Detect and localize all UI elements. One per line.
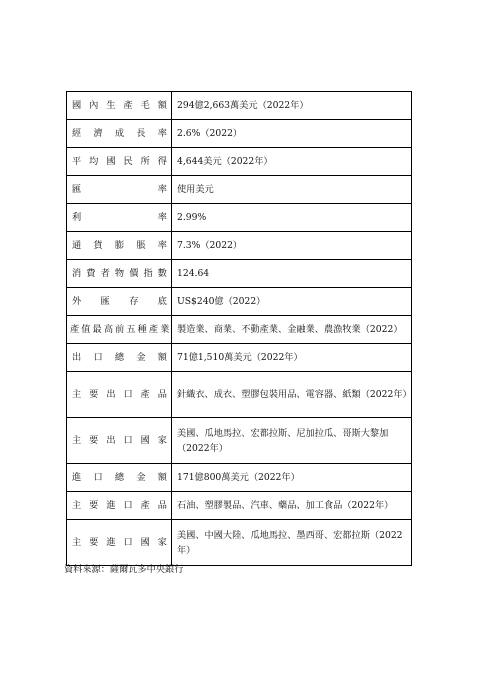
row-label-main-export-countries: 主要出口國家	[67, 418, 172, 464]
row-label-gdp: 國內生產毛額	[67, 92, 172, 120]
row-label-main-export-products: 主要出口產品	[67, 372, 172, 418]
row-value-cpi: 124.64	[172, 260, 412, 288]
row-value-main-export-products: 針織衣、成衣、塑膠包裝用品、電容器、紙類（2022年）	[172, 372, 412, 418]
row-value-per-capita-income: 4,644美元（2022年）	[172, 148, 412, 176]
table-row	[67, 204, 412, 232]
row-value-total-exports: 71億1,510萬美元（2022年）	[172, 344, 412, 372]
row-value-total-imports: 171億800萬美元（2022年）	[172, 464, 412, 492]
row-value-exchange-rate: 使用美元	[172, 176, 412, 204]
row-label-forex-reserves: 外匯存底	[67, 288, 172, 316]
row-label-total-exports: 出口總金額	[67, 344, 172, 372]
row-label-interest-rate: 利率	[67, 204, 172, 232]
table-row	[67, 148, 412, 176]
row-value-forex-reserves: US$240億（2022）	[172, 288, 412, 316]
row-value-main-import-countries: 美國、中國大陸、瓜地馬拉、墨西哥、宏都拉斯（2022年）	[172, 520, 412, 566]
table-row	[67, 232, 412, 260]
table-row	[67, 120, 412, 148]
table-row	[67, 344, 412, 372]
row-label-main-import-countries: 主要進口國家	[67, 520, 172, 566]
table-row	[67, 418, 412, 464]
row-value-gdp: 294億2,663萬美元（2022年）	[172, 92, 412, 120]
row-label-exchange-rate: 匯率	[67, 176, 172, 204]
row-label-main-import-products: 主要進口產品	[67, 492, 172, 520]
table-row	[67, 260, 412, 288]
table-row	[67, 92, 412, 120]
row-label-total-imports: 進口總金額	[67, 464, 172, 492]
row-label-inflation: 通貨膨脹率	[67, 232, 172, 260]
row-value-interest-rate: 2.99%	[172, 204, 412, 232]
table-row	[67, 520, 412, 566]
row-value-inflation: 7.3%（2022）	[172, 232, 412, 260]
table-row	[67, 288, 412, 316]
table-row	[67, 372, 412, 418]
table-row	[67, 464, 412, 492]
table-row	[67, 316, 412, 344]
row-value-top-industries: 製造業、商業、不動產業、金融業、農漁牧業（2022）	[172, 316, 412, 344]
row-value-main-import-products: 石油、塑膠製品、汽車、藥品、加工食品（2022年）	[172, 492, 412, 520]
table-row	[67, 492, 412, 520]
table-row	[67, 176, 412, 204]
row-label-top-industries: 產值最高前五種產業	[67, 316, 172, 344]
row-value-main-export-countries: 美國、瓜地馬拉、宏都拉斯、尼加拉瓜、哥斯大黎加（2022年）	[172, 418, 412, 464]
economic-indicators-table	[66, 91, 412, 566]
row-label-cpi: 消費者物價指數	[67, 260, 172, 288]
source-note: 資料來源：薩爾瓦多中央銀行	[64, 564, 184, 575]
row-label-growth-rate: 經濟成長率	[67, 120, 172, 148]
row-value-growth-rate: 2.6%（2022）	[172, 120, 412, 148]
row-label-per-capita-income: 平均國民所得	[67, 148, 172, 176]
